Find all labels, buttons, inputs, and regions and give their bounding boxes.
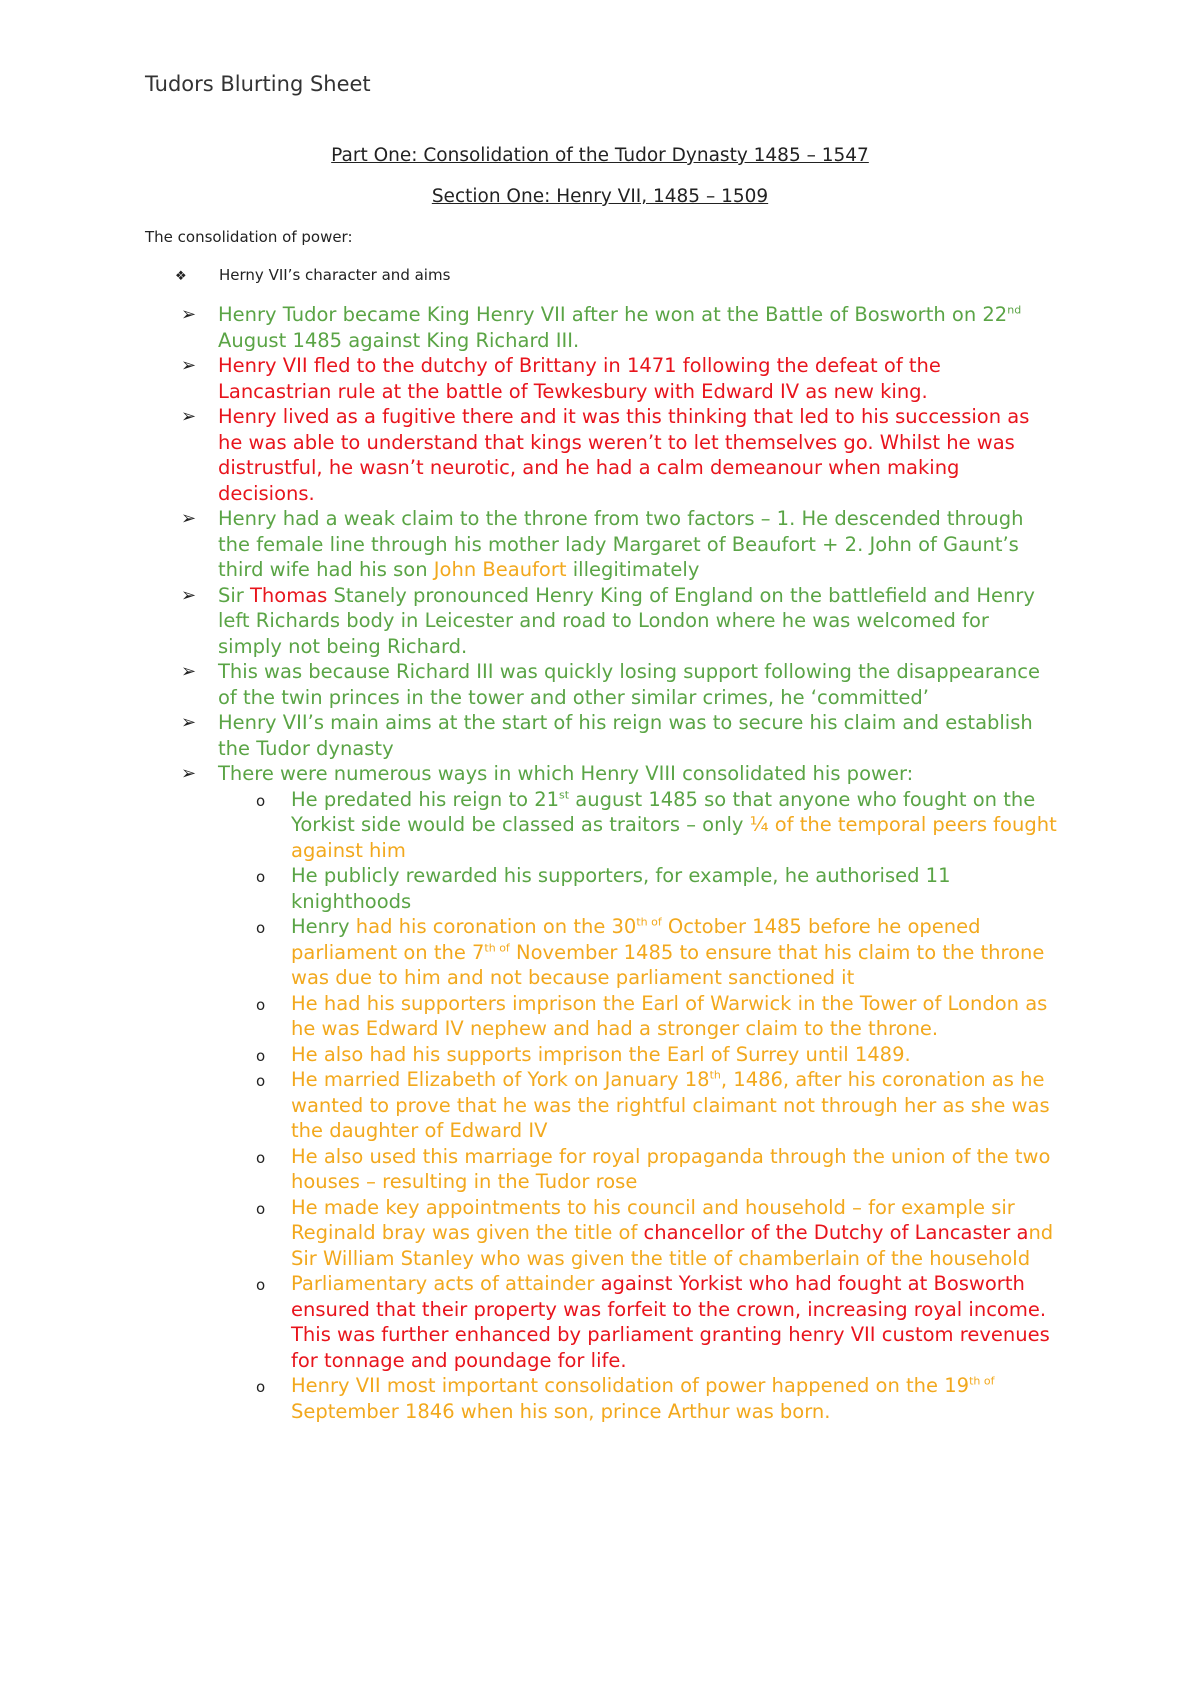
section-heading: Section One: Henry VII, 1485 – 1509 <box>431 186 769 207</box>
sub-list-item <box>0 1042 1058 1068</box>
item-text-segment: illegitimately <box>566 558 700 581</box>
diamond-item-text: Herny VII’s character and aims <box>219 266 451 284</box>
item-text-segment: ¼ of the temporal peers fought against him <box>291 813 1057 862</box>
sub-list-item <box>0 1144 1058 1195</box>
item-text-segment: He married Elizabeth of York on January 18 <box>291 1068 710 1091</box>
item-text-segment: Henry <box>291 915 356 938</box>
arrow-bullet-icon: ➢ <box>181 661 197 682</box>
arrow-bullet-icon: ➢ <box>181 508 197 529</box>
circle-bullet-icon: o <box>256 868 266 886</box>
item-text-segment: This was because Richard III was quickly losing support following the disappearance of the twin princes in the tower and other similar crimes, he ‘committed’ <box>218 660 1040 709</box>
item-text-segment: nd <box>1007 303 1022 317</box>
sub-list-item <box>0 1373 1058 1424</box>
item-text-segment: chancellor of the Dutchy of Lancaster a <box>643 1221 1029 1244</box>
list-item <box>0 353 1058 404</box>
list-item <box>0 659 1058 710</box>
item-text-segment: Henry VII’s main aims at the start of his reign was to secure his claim and establish the Tudor dynasty <box>218 711 1033 760</box>
arrow-bullet-icon: ➢ <box>181 763 197 784</box>
circle-bullet-icon: o <box>256 1148 266 1167</box>
item-text-segment: He publicly rewarded his supporters, for example, he authorised 11 knighthoods <box>291 864 951 913</box>
item-text-segment: August 1485 against King Richard III. <box>218 328 580 352</box>
item-text-segment: He also had his supports imprison the Earl of Surrey until 1489. <box>291 1042 911 1066</box>
arrow-bullet-icon: ➢ <box>181 584 197 606</box>
circle-bullet-icon: o <box>256 919 266 937</box>
item-text-segment: September 1846 when his son, prince Arthur was born. <box>291 1399 831 1423</box>
subheading: The consolidation of power: <box>145 228 353 246</box>
item-text-segment: John Beaufort <box>433 558 567 581</box>
item-text-segment: Parliamentary acts of attainder <box>291 1272 601 1295</box>
arrow-bullet-icon: ➢ <box>181 355 197 376</box>
item-text-segment: Sir <box>218 583 251 607</box>
item-text-segment: st <box>559 788 570 801</box>
arrow-bullet-icon: ➢ <box>181 304 197 325</box>
sub-list-item <box>0 787 1058 864</box>
bullet-list <box>0 302 1200 1424</box>
sub-list-item <box>0 1271 1058 1373</box>
arrow-bullet-icon: ➢ <box>181 712 197 733</box>
item-text-segment: There were numerous ways in which Henry VIII consolidated his power: <box>218 762 914 785</box>
item-text-segment: th of <box>969 1374 995 1388</box>
circle-bullet-icon: o <box>256 1276 266 1294</box>
item-text-segment: nd Sir William Stanley who was given the title of chamberlain of the household <box>291 1221 1054 1270</box>
part-heading: Part One: Consolidation of the Tudor Dynasty 1485 – 1547 <box>331 145 869 166</box>
list-item <box>0 583 1058 660</box>
list-item <box>0 302 1058 353</box>
diamond-list-item <box>175 266 450 284</box>
item-text-segment: against Yorkist who had fought at Bosworth ensured that their property was forfeit to the crown, increasing royal income. This was further enhanced by parliament granting henry VII custom revenues for tonnage and poundage for life. <box>291 1272 1050 1372</box>
item-text-segment: th <box>709 1068 721 1082</box>
list-item <box>0 506 1058 583</box>
item-text-segment: Thomas <box>250 583 328 607</box>
sub-list-item <box>0 991 1058 1042</box>
item-text-segment: th of <box>636 915 662 929</box>
item-text-segment: th of <box>484 941 510 954</box>
item-text-segment: He made key appointments to his council and household – for example sir Reginald bray was given the title of <box>291 1195 1015 1244</box>
item-text-segment: He had his supporters imprison the Earl of Warwick in the Tower of London as he was Edward IV nephew and had a stronger claim to the throne. <box>291 991 1048 1040</box>
item-text-segment: had his coronation on the 30 <box>355 915 637 938</box>
arrow-bullet-icon: ➢ <box>181 406 197 427</box>
list-item <box>0 404 1058 506</box>
item-text-segment: Henry had a weak claim to the throne from two factors – 1. He descended through the female line through his mother lady Margaret of Beaufort + 2. John of Gaunt’s third wife had his son <box>218 507 1024 581</box>
document-title: Tudors Blurting Sheet <box>145 72 371 96</box>
item-text-segment: Henry VII fled to the dutchy of Brittany in 1471 following the defeat of the Lancastrian rule at the battle of Tewkesbury with Edward IV as new king. <box>218 354 941 403</box>
item-text-segment: He predated his reign to 21 <box>291 787 560 811</box>
item-text-segment: Stanely pronounced Henry King of England on the battlefield and Henry left Richards body in Leicester and road to London where he was welcomed for simply not being Richard. <box>218 583 1035 658</box>
list-item <box>0 761 1058 787</box>
sub-list-item <box>0 863 1058 914</box>
item-text-segment: November 1485 to ensure that his claim to the throne was due to him and not because parliament sanctioned it <box>291 940 1045 989</box>
item-text-segment: , 1486, after his coronation as he wanted to prove that he was the rightful claimant not through her as she was the daughter of Edward IV <box>291 1068 1050 1142</box>
diamond-bullet-icon: ❖ <box>175 269 187 284</box>
circle-bullet-icon: o <box>256 1199 266 1218</box>
circle-bullet-icon: o <box>256 995 266 1014</box>
circle-bullet-icon: o <box>256 1378 266 1396</box>
sub-list-item <box>0 1067 1058 1144</box>
list-item <box>0 710 1058 761</box>
item-text-segment: august 1485 so that anyone who fought on the Yorkist side would be classed as traitors – only <box>291 787 1036 836</box>
circle-bullet-icon: o <box>256 791 266 810</box>
item-text-segment: October 1485 before he opened parliament on the 7 <box>291 915 981 964</box>
sub-list-item <box>0 914 1058 991</box>
sub-list-item <box>0 1195 1058 1272</box>
circle-bullet-icon: o <box>256 1046 266 1065</box>
item-text-segment: Henry VII most important consolidation of power happened on the 19 <box>291 1374 970 1397</box>
item-text-segment: He also used this marriage for royal propaganda through the union of the two houses – resulting in the Tudor rose <box>291 1144 1051 1193</box>
item-text-segment: Henry Tudor became King Henry VII after he won at the Battle of Bosworth on 22 <box>218 303 1008 326</box>
item-text-segment: Henry lived as a fugitive there and it was this thinking that led to his succession as he was able to understand that kings weren’t to let themselves go. Whilst he was distrustful, he wasn’t neurotic, and he had a calm demeanour when making decisions. <box>218 405 1030 505</box>
circle-bullet-icon: o <box>256 1072 266 1090</box>
